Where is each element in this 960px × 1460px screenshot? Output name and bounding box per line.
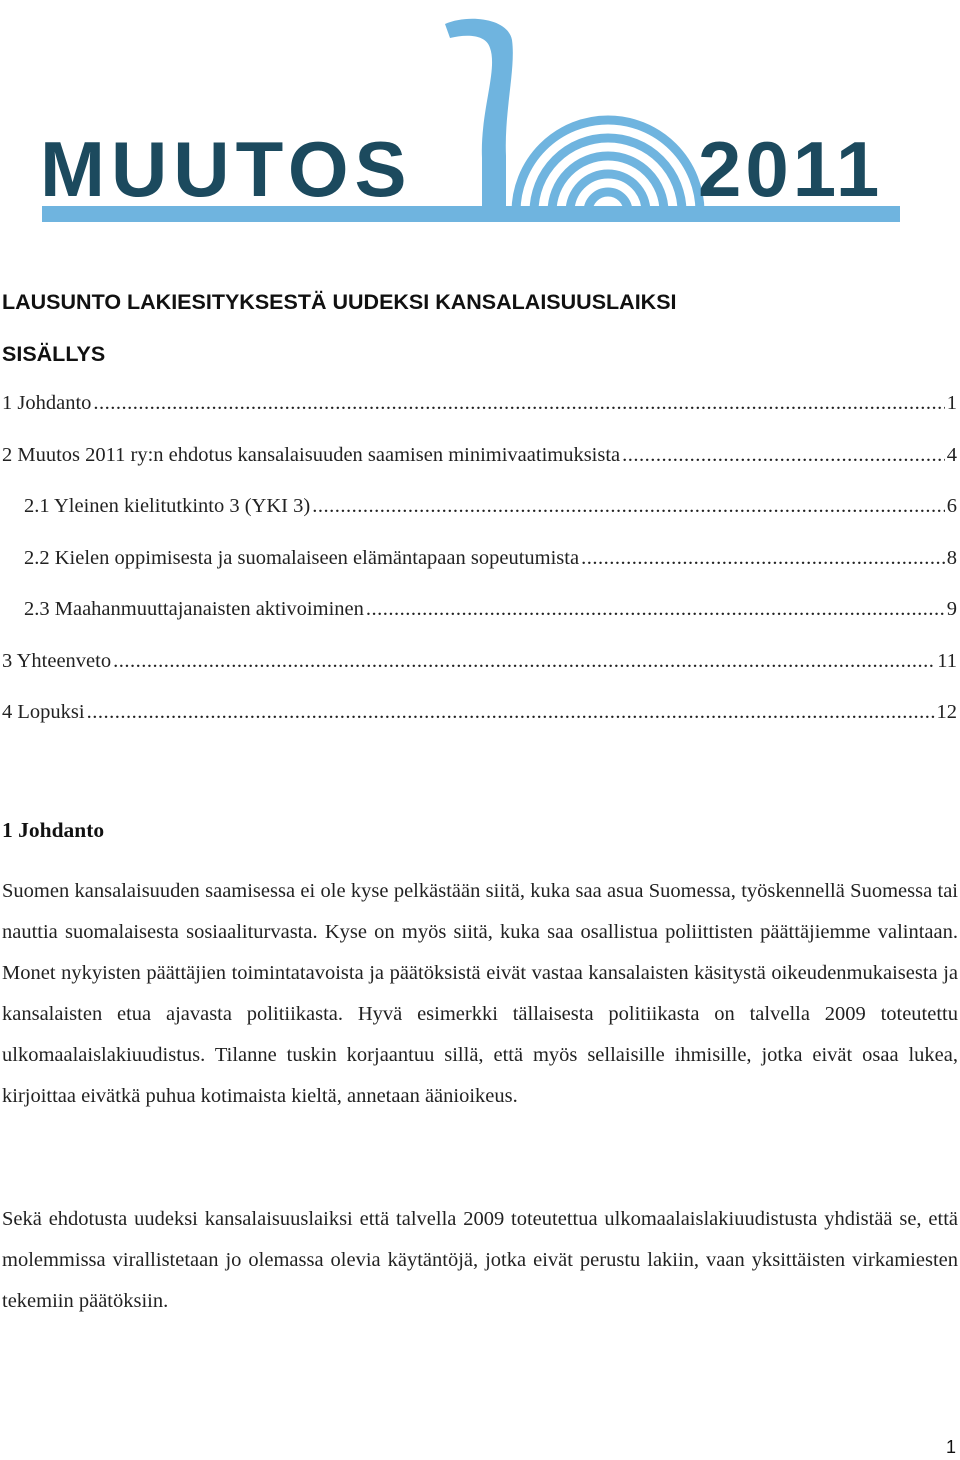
toc-leader (93, 392, 944, 415)
logo-year: 2011 (698, 125, 884, 213)
document-title: LAUSUNTO LAKIESITYKSESTÄ UUDEKSI KANSALAISUUSLAIKSI (2, 290, 677, 314)
toc-heading: SISÄLLYS (2, 342, 106, 366)
toc-entry[interactable] (2, 701, 957, 753)
toc-entry-page: 1 (946, 392, 957, 414)
muutos-2011-logo (38, 16, 904, 228)
toc-leader (581, 547, 945, 570)
toc-entry[interactable] (2, 650, 957, 702)
toc-entry-label: 4 Lopuksi (2, 701, 85, 723)
toc-entry-label: 2.1 Yleinen kielitutkinto 3 (YKI 3) (24, 495, 311, 517)
toc-leader (622, 444, 945, 467)
toc-entry[interactable] (2, 547, 957, 599)
toc-leader (312, 495, 945, 518)
toc-entry-page: 4 (946, 443, 957, 466)
toc-entry-page: 11 (937, 649, 957, 672)
section-heading: 1 Johdanto (2, 818, 105, 842)
toc-entry[interactable] (2, 598, 957, 650)
toc-entry-page: 9 (946, 598, 957, 620)
table-of-contents (2, 392, 957, 753)
toc-entry-label: 2 Muutos 2011 ry:n ehdotus kansalaisuuden saamisen minimivaatimuksista (2, 443, 621, 466)
body-paragraph: Suomen kansalaisuuden saamisessa ei ole kyse pelkästään siitä, kuka saa asua Suomessa, työskennellä Suomessa tai nauttia suomalaisesta sosiaaliturvasta. Kyse on myös siitä, kuka saa osallistua poliittisten päättäjiemme valintaan. Monet nykyisten päättäjien toimintatavoista ja päätöksistä eivät vastaa kansalaisten käsitystä oikeudenmukaisesta ja kansalaisten etua ajavasta politiikasta. Hyvä esimerkki tällaisesta politiikasta on talvella 2009 toteutettu ulkomaalaislakiuudistus. Tilanne tuskin korjaantuu sillä, että myös sellaisille ihmisille, jotka eivät osaa lukea, kirjoittaa eivätkä puhua kotimaista kieltä, annetaan äänioikeus. (2, 880, 958, 1107)
toc-entry[interactable] (2, 444, 957, 496)
toc-entry-label: 1 Johdanto (2, 392, 92, 414)
toc-leader (113, 650, 935, 673)
toc-leader (87, 701, 935, 724)
toc-leader (366, 598, 945, 621)
logo-word: MUUTOS (40, 125, 413, 213)
toc-entry-label: 3 Yhteenveto (2, 649, 112, 672)
toc-entry-page: 6 (946, 495, 957, 517)
toc-entry-page: 8 (946, 546, 957, 569)
toc-entry-page: 12 (936, 701, 957, 723)
page-number: 1 (945, 1437, 956, 1457)
logo-graphic (38, 16, 904, 228)
body-paragraph: Sekä ehdotusta uudeksi kansalaisuuslaiksi että talvella 2009 toteutettua ulkomaalaislakiuudistusta yhdistää se, että molemmissa virallistetaan jo olemassa olevia käytäntöjä, jotka eivät perustu lakiin, vaan yksittäisten virkamiesten tekemiin päätöksiin. (2, 1208, 958, 1312)
toc-entry[interactable] (2, 495, 957, 547)
toc-entry-label: 2.3 Maahanmuuttajanaisten aktivoiminen (24, 598, 364, 620)
toc-entry-label: 2.2 Kielen oppimisesta ja suomalaiseen elämäntapaan sopeutumista (24, 546, 580, 569)
toc-entry[interactable] (2, 392, 957, 444)
